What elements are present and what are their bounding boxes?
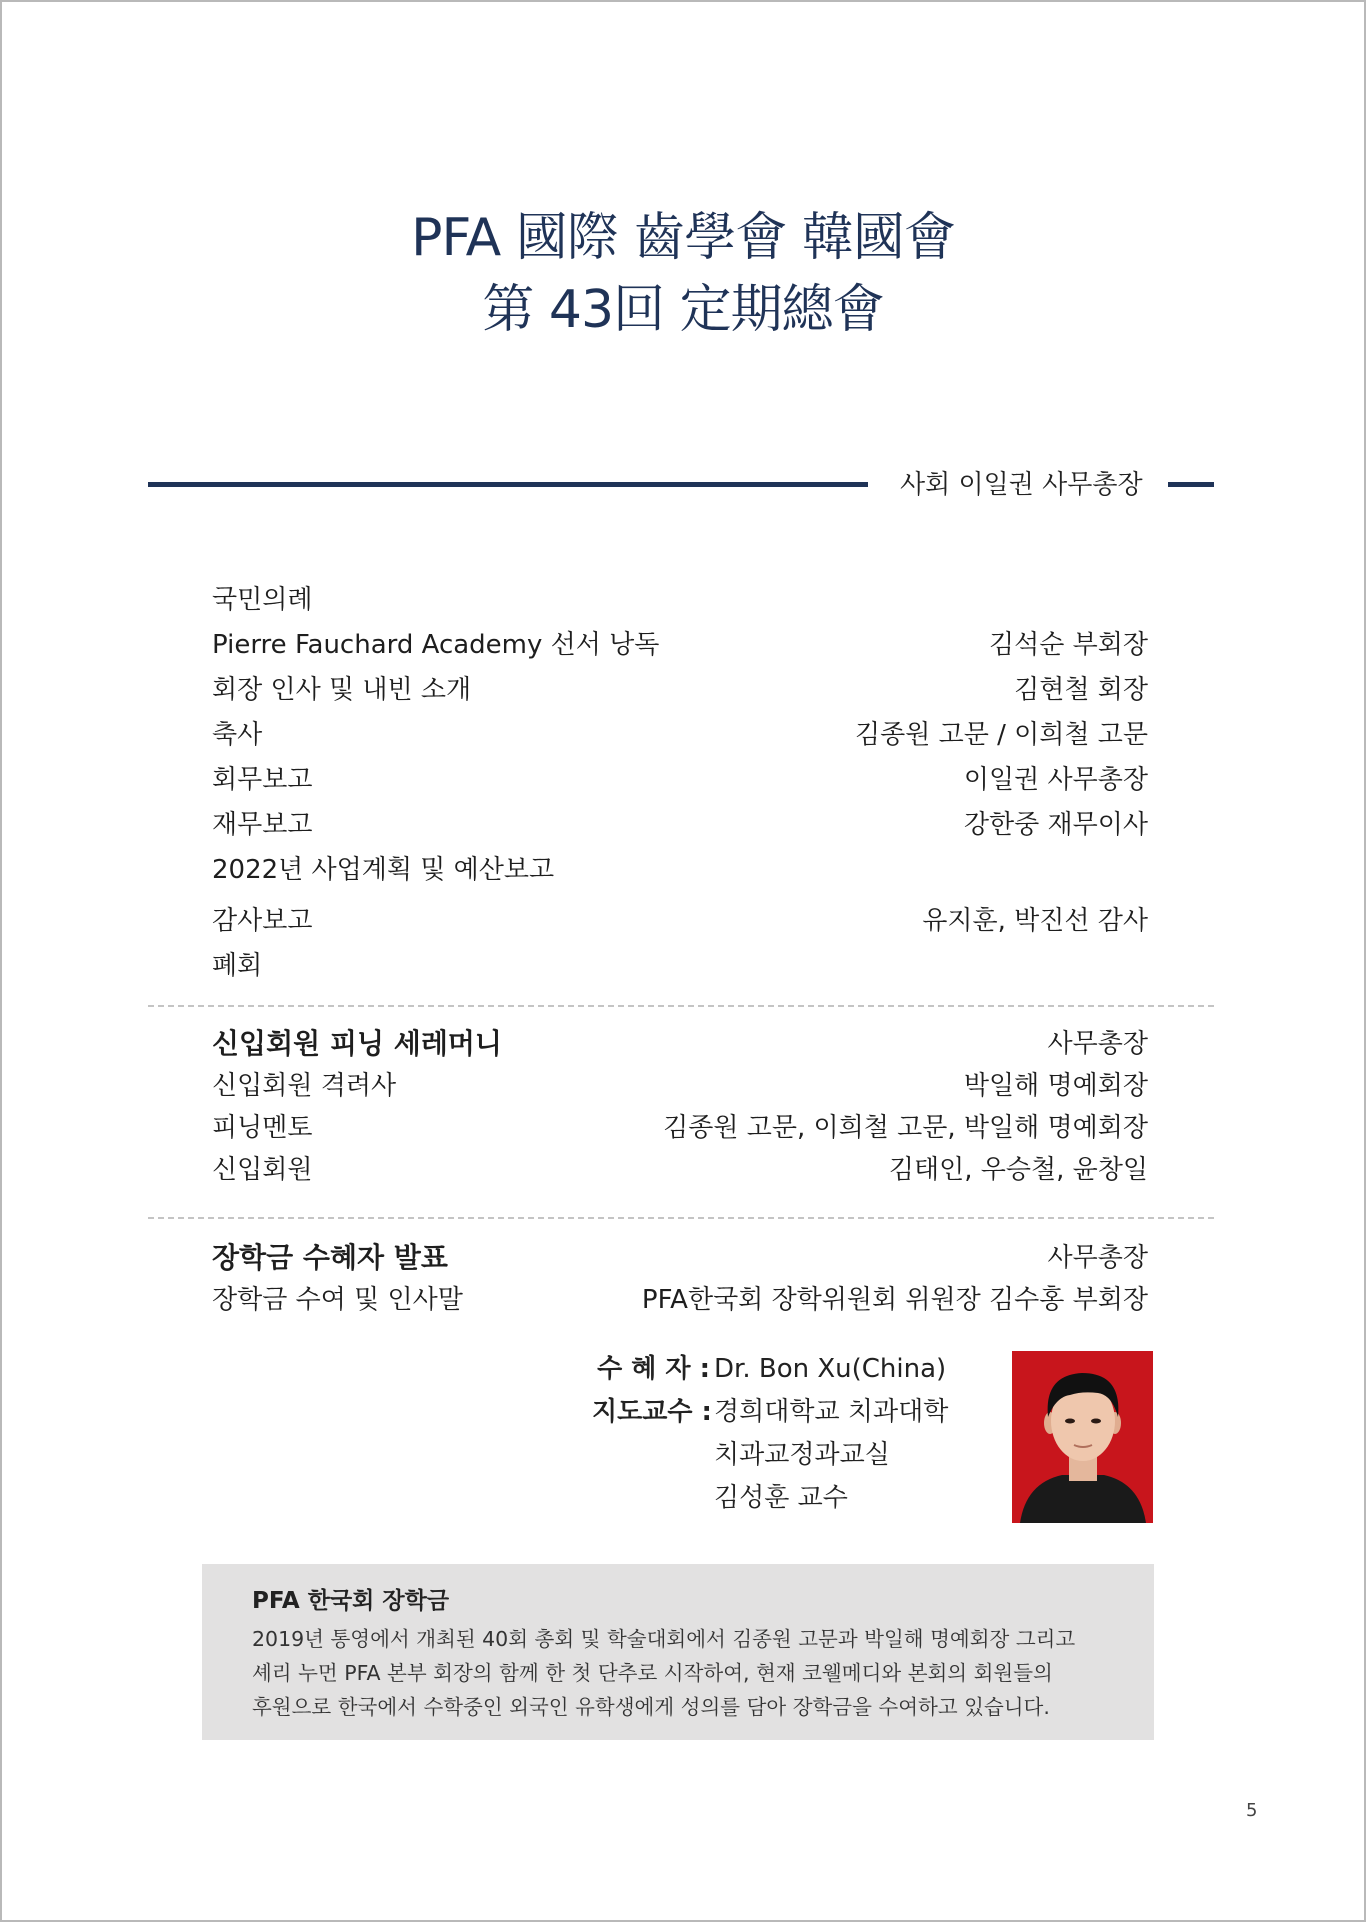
program-row (212, 1107, 1148, 1149)
program-row (212, 713, 1148, 758)
recipient-info (592, 1348, 948, 1520)
program-row-heading (212, 1023, 1148, 1065)
program-item: 회장 인사 및 내빈 소개 (212, 675, 472, 705)
note-title: PFA 한국회 장학금 (252, 1588, 450, 1614)
program-person: PFA한국회 장학위원회 위원장 김수홍 부회장 (641, 1285, 1148, 1315)
note-body (252, 1622, 1104, 1724)
program-person: 강한중 재무이사 (963, 810, 1148, 840)
program-item: 신입회원 (212, 1155, 313, 1185)
mc-heading (148, 470, 1214, 506)
title-line-1: PFA 國際 齒學會 韓國會 (411, 208, 955, 268)
note-line: 셰리 누먼 PFA 본부 회장의 함께 한 첫 단추로 시작하여, 현재 코웰메디와 본회의 회원들의 (252, 1661, 1053, 1685)
program-person: 이일권 사무총장 (963, 765, 1148, 795)
scholarship-section (212, 1237, 1148, 1321)
program-row (212, 1065, 1148, 1107)
program-person: 유지훈, 박진선 감사 (922, 906, 1148, 936)
advisor-row (592, 1434, 948, 1477)
recipient-label: 수 혜 자 : (597, 1354, 710, 1384)
program-row (212, 758, 1148, 803)
title-line-2: 第 43回 定期總會 (482, 280, 884, 340)
program-item: 신입회원 피닝 세레머니 (212, 1027, 502, 1060)
program-row (212, 1279, 1148, 1321)
program-row (212, 803, 1148, 848)
general-meeting-section (212, 578, 1148, 989)
page-title (2, 202, 1364, 346)
portrait-image (1012, 1351, 1153, 1523)
mc-text: 사회 이일권 사무총장 (900, 470, 1143, 500)
program-item: 장학금 수여 및 인사말 (212, 1285, 463, 1315)
program-person: 박일해 명예회장 (963, 1071, 1148, 1101)
program-item: 장학금 수혜자 발표 (212, 1241, 448, 1274)
program-item: 폐회 (212, 951, 263, 981)
program-person: 김현철 회장 (1014, 675, 1148, 705)
program-item: 피닝멘토 (212, 1113, 313, 1143)
program-item: 신입회원 격려사 (212, 1071, 397, 1101)
program-row (212, 848, 1148, 893)
program-person: 사무총장 (1047, 1029, 1148, 1059)
program-person: 김종원 고문 / 이희철 고문 (855, 720, 1148, 750)
program-row-heading (212, 1237, 1148, 1279)
program-row (212, 899, 1148, 944)
program-item: Pierre Fauchard Academy 선서 낭독 (212, 630, 660, 660)
advisor-row (592, 1391, 948, 1434)
heading-rule-left (148, 482, 868, 487)
program-row (212, 578, 1148, 623)
program-person: 김종원 고문, 이희철 고문, 박일해 명예회장 (663, 1113, 1148, 1143)
advisor-label: 지도교수 : (592, 1397, 712, 1427)
program-row (212, 944, 1148, 989)
note-line: 2019년 통영에서 개최된 40회 총회 및 학술대회에서 김종원 고문과 박일해 명예회장 그리고 (252, 1627, 1076, 1651)
advisor-row (592, 1477, 948, 1520)
section-divider (148, 1217, 1214, 1219)
recipient-row (592, 1348, 948, 1391)
advisor-value-line3: 김성훈 교수 (714, 1483, 848, 1513)
program-row (212, 668, 1148, 713)
program-row (212, 1149, 1148, 1191)
recipient-photo (1012, 1351, 1153, 1523)
program-person: 김석순 부회장 (989, 630, 1148, 660)
program-item: 감사보고 (212, 906, 313, 936)
advisor-value-line1: 경희대학교 치과대학 (714, 1397, 949, 1427)
page-number: 5 (1246, 1800, 1258, 1821)
program-person: 사무총장 (1047, 1243, 1148, 1273)
section-divider (148, 1005, 1214, 1007)
recipient-value: Dr. Bon Xu(China) (714, 1354, 947, 1384)
program-row (212, 623, 1148, 668)
program-person: 김태인, 우승철, 윤창일 (888, 1155, 1148, 1185)
program-item: 회무보고 (212, 765, 313, 795)
advisor-value-line2: 치과교정과교실 (714, 1440, 890, 1470)
scholarship-note (202, 1564, 1154, 1740)
program-item: 축사 (212, 720, 263, 750)
program-item: 재무보고 (212, 810, 313, 840)
program-item: 2022년 사업계획 및 예산보고 (212, 855, 555, 885)
note-line: 후원으로 한국에서 수학중인 외국인 유학생에게 성의를 담아 장학금을 수여하고 있습니다. (252, 1695, 1050, 1719)
program-item: 국민의례 (212, 585, 313, 615)
heading-rule-right (1168, 482, 1214, 487)
pinning-ceremony-section (212, 1023, 1148, 1191)
